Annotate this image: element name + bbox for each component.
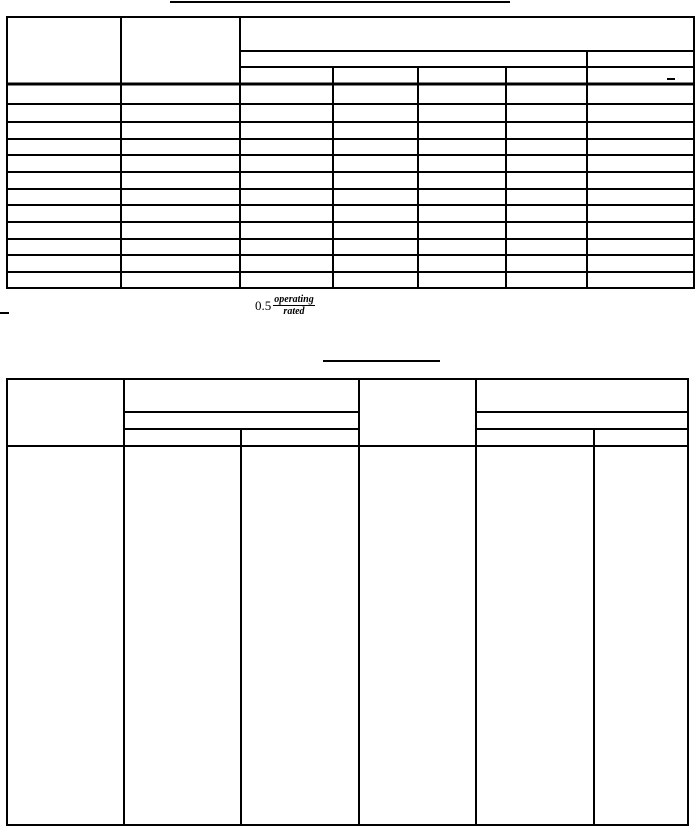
formula-coefficient: 0.5 bbox=[255, 297, 272, 313]
table1 bbox=[7, 17, 694, 288]
ratio-formula bbox=[255, 294, 315, 317]
table2 bbox=[7, 379, 688, 825]
formula-denominator: rated bbox=[283, 306, 305, 317]
formula-fraction bbox=[273, 294, 314, 317]
table1-outer-border bbox=[7, 17, 694, 288]
formula-numerator: operating bbox=[274, 294, 314, 305]
